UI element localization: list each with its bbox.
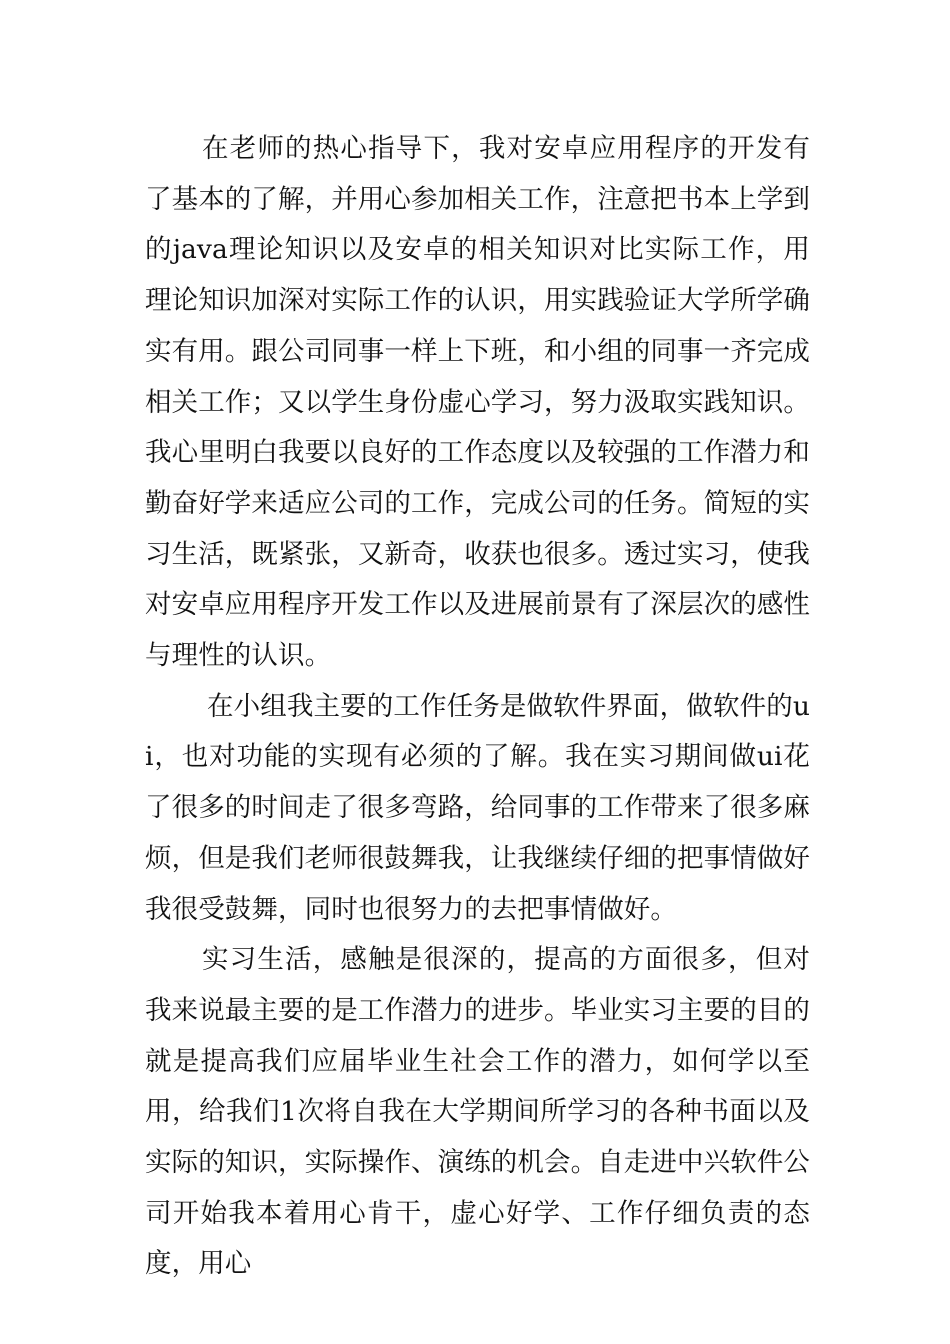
paragraph-3: 实习生活，感触是很深的，提高的方面很多，但对我来说最主要的是工作潜力的进步。毕业实习主要的目的就是提高我们应届毕业生社会工作的潜力，如何学以至用，给我们1次将自我在大学期间所学习的各种书面以及实际的知识，实际操作、演练的机会。自走进中兴软件公司开始我本着用心肯干，虚心好学、工作仔细负责的态度，用心 bbox=[145, 944, 810, 1280]
document-body bbox=[145, 124, 810, 1290]
paragraph-1: 在老师的热心指导下，我对安卓应用程序的开发有了基本的了解，并用心参加相关工作，注意把书本上学到的java理论知识以及安卓的相关知识对比实际工作，用理论知识加深对实际工作的认识，用实践验证大学所学确实有用。跟公司同事一样上下班，和小组的同事一齐完成相关工作；又以学生身份虚心学习，努力汲取实践知识。我心里明白我要以良好的工作态度以及较强的工作潜力和勤奋好学来适应公司的工作，完成公司的任务。简短的实习生活，既紧张，又新奇，收获也很多。透过实习，使我对安卓应用程序开发工作以及进展前景有了深层次的感性与理性的认识。 bbox=[145, 133, 810, 672]
paragraph-2: 在小组我主要的工作任务是做软件界面，做软件的ui，也对功能的实现有必须的了解。我在实习期间做ui花了很多的时间走了很多弯路，给同事的工作带来了很多麻烦，但是我们老师很鼓舞我，让我继续仔细的把事情做好我很受鼓舞，同时也很努力的去把事情做好。 bbox=[145, 690, 810, 925]
